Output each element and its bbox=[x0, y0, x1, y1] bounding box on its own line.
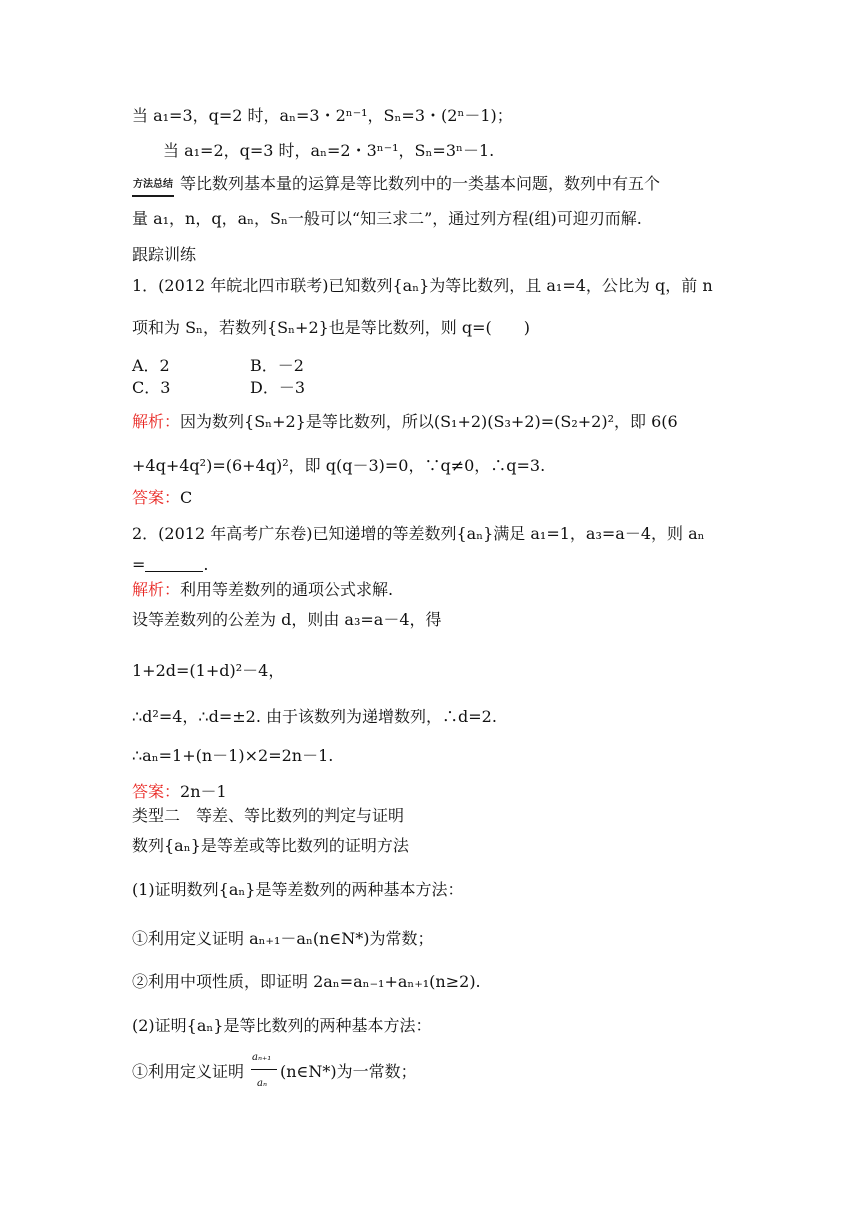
option-a: A．2 bbox=[132, 356, 170, 375]
equation-line: ∴aₙ=1+(n－1)×2=2n－1. bbox=[132, 746, 334, 765]
text-line: 等比数列基本量的运算是等比数列中的一类基本问题，数列中有五个 bbox=[180, 174, 661, 193]
equation-line: 1+2d=(1+d)²－4， bbox=[132, 661, 285, 680]
text-line: (2)证明{aₙ}是等比数列的两种基本方法： bbox=[132, 1016, 432, 1035]
fraction-denominator: aₙ bbox=[257, 1078, 268, 1089]
method-summary-label: 方法总结 bbox=[132, 175, 174, 197]
text-line: = . bbox=[132, 555, 209, 574]
type-heading: 类型二 等差、等比数列的判定与证明 bbox=[132, 806, 405, 825]
question-1: 1．(2012 年皖北四市联考)已知数列{aₙ}为等比数列，且 a₁=4，公比为 q，前 n bbox=[132, 276, 713, 295]
analysis-2 bbox=[132, 580, 393, 600]
analysis-label: 解析： bbox=[132, 412, 181, 431]
option-b: B．－2 bbox=[250, 356, 304, 375]
text-line: 当 a₁=3，q=2 时，aₙ=3・2ⁿ⁻¹，Sₙ=3・(2ⁿ－1)； bbox=[132, 106, 513, 125]
answer-value: 2n－1 bbox=[180, 782, 227, 801]
section-heading: 跟踪训练 bbox=[132, 245, 197, 264]
text-line: 利用等差数列的通项公式求解. bbox=[180, 580, 394, 599]
analysis-1 bbox=[132, 412, 678, 432]
method-summary-line bbox=[132, 174, 660, 197]
question-2: 2．(2012 年高考广东卷)已知递增的等差数列{aₙ}满足 a₁=1，a₃=a－4，则 aₙ bbox=[132, 524, 705, 543]
analysis-label: 解析： bbox=[132, 580, 181, 599]
text-line: ①利用定义证明 bbox=[132, 1062, 245, 1081]
text-line: (1)证明数列{aₙ}是等差数列的两种基本方法： bbox=[132, 880, 464, 899]
text-line: 当 a₁=2，q=3 时，aₙ=2・3ⁿ⁻¹，Sₙ=3ⁿ－1. bbox=[163, 141, 495, 160]
text-line: (n∈N*)为一常数； bbox=[280, 1062, 417, 1081]
fraction-numerator: aₙ₊₁ bbox=[252, 1052, 272, 1063]
fraction-bar bbox=[251, 1069, 277, 1070]
answer-2 bbox=[132, 782, 227, 802]
answer-blank bbox=[145, 557, 203, 572]
text-line: 设等差数列的公差为 d，则由 a₃=a－4，得 bbox=[132, 610, 442, 629]
answer-label: 答案： bbox=[132, 488, 181, 507]
text-line: 项和为 Sₙ，若数列{Sₙ+2}也是等比数列，则 q=( ) bbox=[132, 318, 531, 337]
text-line: 数列{aₙ}是等差或等比数列的证明方法 bbox=[132, 836, 409, 855]
text-line: 因为数列{Sₙ+2}是等比数列，所以(S₁+2)(S₃+2)=(S₂+2)²，即 6(6 bbox=[180, 412, 678, 431]
answer-label: 答案： bbox=[132, 782, 181, 801]
answer-1 bbox=[132, 488, 192, 508]
text-line: ①利用定义证明 aₙ₊₁－aₙ(n∈N*)为常数； bbox=[132, 929, 434, 948]
equation-line: ∴d²=4，∴d=±2. 由于该数列为递增数列，∴d=2. bbox=[132, 707, 497, 726]
text-line: ②利用中项性质，即证明 2aₙ=aₙ₋₁+aₙ₊₁(n≥2). bbox=[132, 972, 481, 991]
text-line: +4q+4q²)=(6+4q)²，即 q(q－3)=0，∵q≠0，∴q=3. bbox=[132, 456, 546, 475]
text-line: 量 a₁，n，q，aₙ，Sₙ一般可以“知三求二”，通过列方程(组)可迎刃而解. bbox=[132, 209, 642, 228]
option-c: C．3 bbox=[132, 378, 171, 397]
answer-value: C bbox=[180, 488, 193, 507]
option-d: D．－3 bbox=[250, 378, 306, 397]
